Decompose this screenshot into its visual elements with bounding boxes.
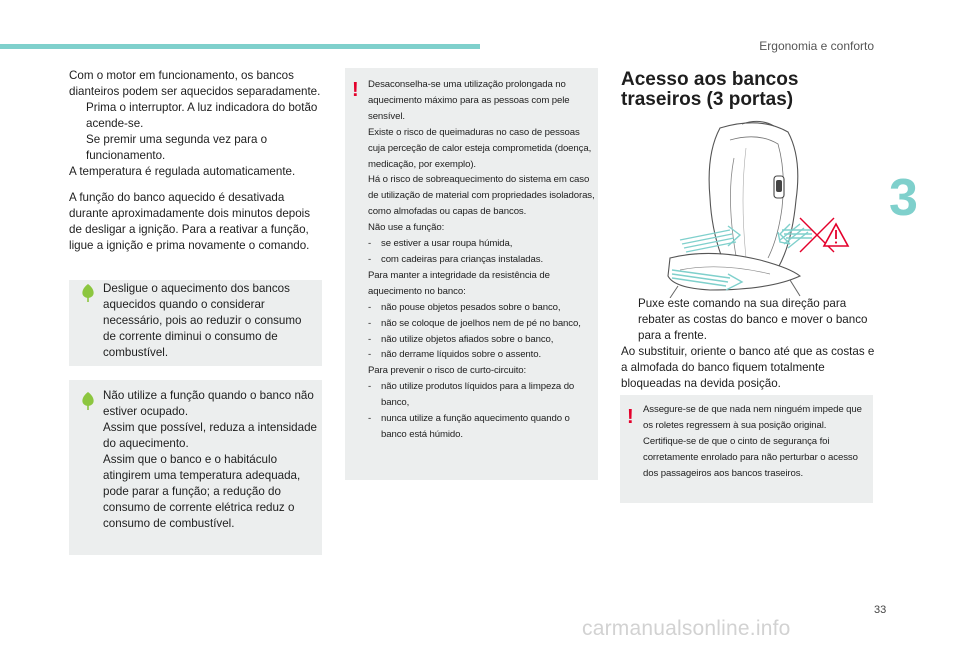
dash-item bbox=[368, 379, 596, 411]
dash-text: não pouse objetos pesados sobre o banco, bbox=[381, 301, 561, 313]
warning-triangle-icon bbox=[824, 224, 848, 246]
bullet-text: Se premir uma segunda vez para o funcionamento. bbox=[86, 133, 268, 162]
watermark: carmanualsonline.info bbox=[582, 617, 791, 640]
eco-tip-box bbox=[69, 380, 322, 555]
bullet-marker bbox=[621, 296, 638, 344]
bullet-item bbox=[69, 132, 325, 164]
dash-text: com cadeiras para crianças instaladas. bbox=[381, 253, 544, 265]
dash-item bbox=[368, 236, 596, 252]
warning-box bbox=[620, 395, 873, 503]
bullet-item bbox=[621, 296, 877, 344]
intro-text: Com o motor em funcionamento, os bancos dianteiros podem ser aquecidos separadamente. bbox=[69, 69, 321, 98]
eco-tip-line: Assim que possível, reduza a intensidade do aquecimento. bbox=[103, 421, 317, 450]
warning-paragraph: Não use a função: bbox=[368, 222, 445, 234]
warning-paragraph: Desaconselha-se uma utilização prolongada no aquecimento máximo para as pessoas com pele sensível. bbox=[368, 79, 570, 122]
warning-exclamation-icon: ! bbox=[627, 406, 634, 428]
warning-paragraph: Existe o risco de queimaduras no caso de pessoas cuja perceção de calor esteja comprometida (doença, medicação, por exemplo). bbox=[368, 126, 592, 170]
warning-paragraph: Há o risco de sobreaquecimento do sistema em caso de utilização de material com propriedades isoladoras, como almofadas ou capas de bancos. bbox=[368, 174, 595, 218]
dash-marker: - bbox=[368, 381, 372, 393]
seat-diagram bbox=[650, 118, 850, 298]
dash-marker: - bbox=[368, 238, 372, 250]
dash-marker: - bbox=[368, 349, 372, 361]
dash-marker: - bbox=[368, 333, 372, 345]
dash-item bbox=[368, 411, 596, 443]
section-header: Ergonomia e conforto bbox=[759, 39, 874, 53]
warning-paragraph: Para manter a integridade da resistência de aquecimento no banco: bbox=[368, 269, 550, 297]
dash-text: não derrame líquidos sobre o assento. bbox=[381, 349, 542, 361]
section-paragraph: Ao substituir, oriente o banco até que as costas e a almofada do banco fiquem totalmente bloqueadas na devida posição. bbox=[621, 345, 875, 390]
dash-item bbox=[368, 316, 596, 332]
auto-temperature-text: A temperatura é regulada automaticamente. bbox=[69, 165, 296, 178]
dash-marker: - bbox=[368, 317, 372, 329]
deactivation-text: A função do banco aquecido é desativada durante aproximadamente dois minutos depois de desligar a ignição. Para a reativar a função, ligue a ignição e prima novamente o comando. bbox=[69, 191, 311, 252]
dash-item bbox=[368, 332, 596, 348]
column-1 bbox=[69, 68, 325, 254]
bullet-marker bbox=[69, 132, 86, 164]
dash-marker: - bbox=[368, 301, 372, 313]
section-title: Acesso aos bancos traseiros (3 portas) bbox=[621, 69, 799, 110]
dash-marker: - bbox=[368, 413, 372, 425]
dash-item bbox=[368, 300, 596, 316]
warning-text bbox=[368, 77, 596, 443]
bullet-item bbox=[69, 100, 325, 132]
dash-text: não se coloque de joelhos nem de pé no banco, bbox=[381, 317, 581, 329]
bullet-marker bbox=[69, 100, 86, 132]
bullet-text: Puxe este comando na sua direção para rebater as costas do banco e mover o banco para a frente. bbox=[638, 297, 868, 342]
bullet-text: Prima o interruptor. A luz indicadora do botão acende-se. bbox=[86, 101, 318, 130]
warning-box bbox=[345, 68, 598, 480]
eco-tip-line: Não utilize a função quando o banco não estiver ocupado. bbox=[103, 389, 314, 418]
page-number: 33 bbox=[874, 604, 887, 616]
warning-exclamation-icon: ! bbox=[352, 79, 359, 101]
column-3 bbox=[621, 296, 877, 392]
leaf-icon bbox=[78, 283, 98, 303]
eco-tip-text bbox=[103, 388, 317, 532]
dash-text: nunca utilize a função aquecimento quando o banco está húmido. bbox=[381, 413, 570, 440]
dash-text: não utilize produtos líquidos para a limpeza do banco, bbox=[381, 381, 575, 409]
dash-text: se estiver a usar roupa húmida, bbox=[381, 238, 513, 250]
eco-tip-box bbox=[69, 280, 322, 366]
leaf-icon bbox=[78, 391, 98, 411]
eco-tip-line: Assim que o banco e o habitáculo atingirem uma temperatura adequada, pode parar a função; a redução do consumo de corrente elétrica reduz o consumo de combustível. bbox=[103, 453, 301, 530]
warning-paragraph: Para prevenir o risco de curto-circuito: bbox=[368, 365, 527, 377]
warning-paragraph: Certifique-se de que o cinto de segurança foi corretamente enrolado para não perturbar o acesso dos passageiros aos bancos traseiros. bbox=[643, 435, 858, 479]
header-accent-bar bbox=[0, 44, 480, 49]
warning-paragraph: Assegure-se de que nada nem ninguém impede que os roletes regressem à sua posição original. bbox=[643, 404, 862, 431]
dash-item bbox=[368, 252, 596, 268]
dash-marker: - bbox=[368, 253, 372, 265]
dash-item bbox=[368, 347, 596, 363]
eco-tip-text: Desligue o aquecimento dos bancos aquecidos quando o considerar necessário, pois ao reduzir o consumo de corrente diminui o consumo de combustível. bbox=[103, 282, 302, 359]
chapter-number: 3 bbox=[889, 169, 918, 227]
dash-text: não utilize objetos afiados sobre o banco, bbox=[381, 333, 554, 345]
warning-text bbox=[643, 402, 871, 482]
